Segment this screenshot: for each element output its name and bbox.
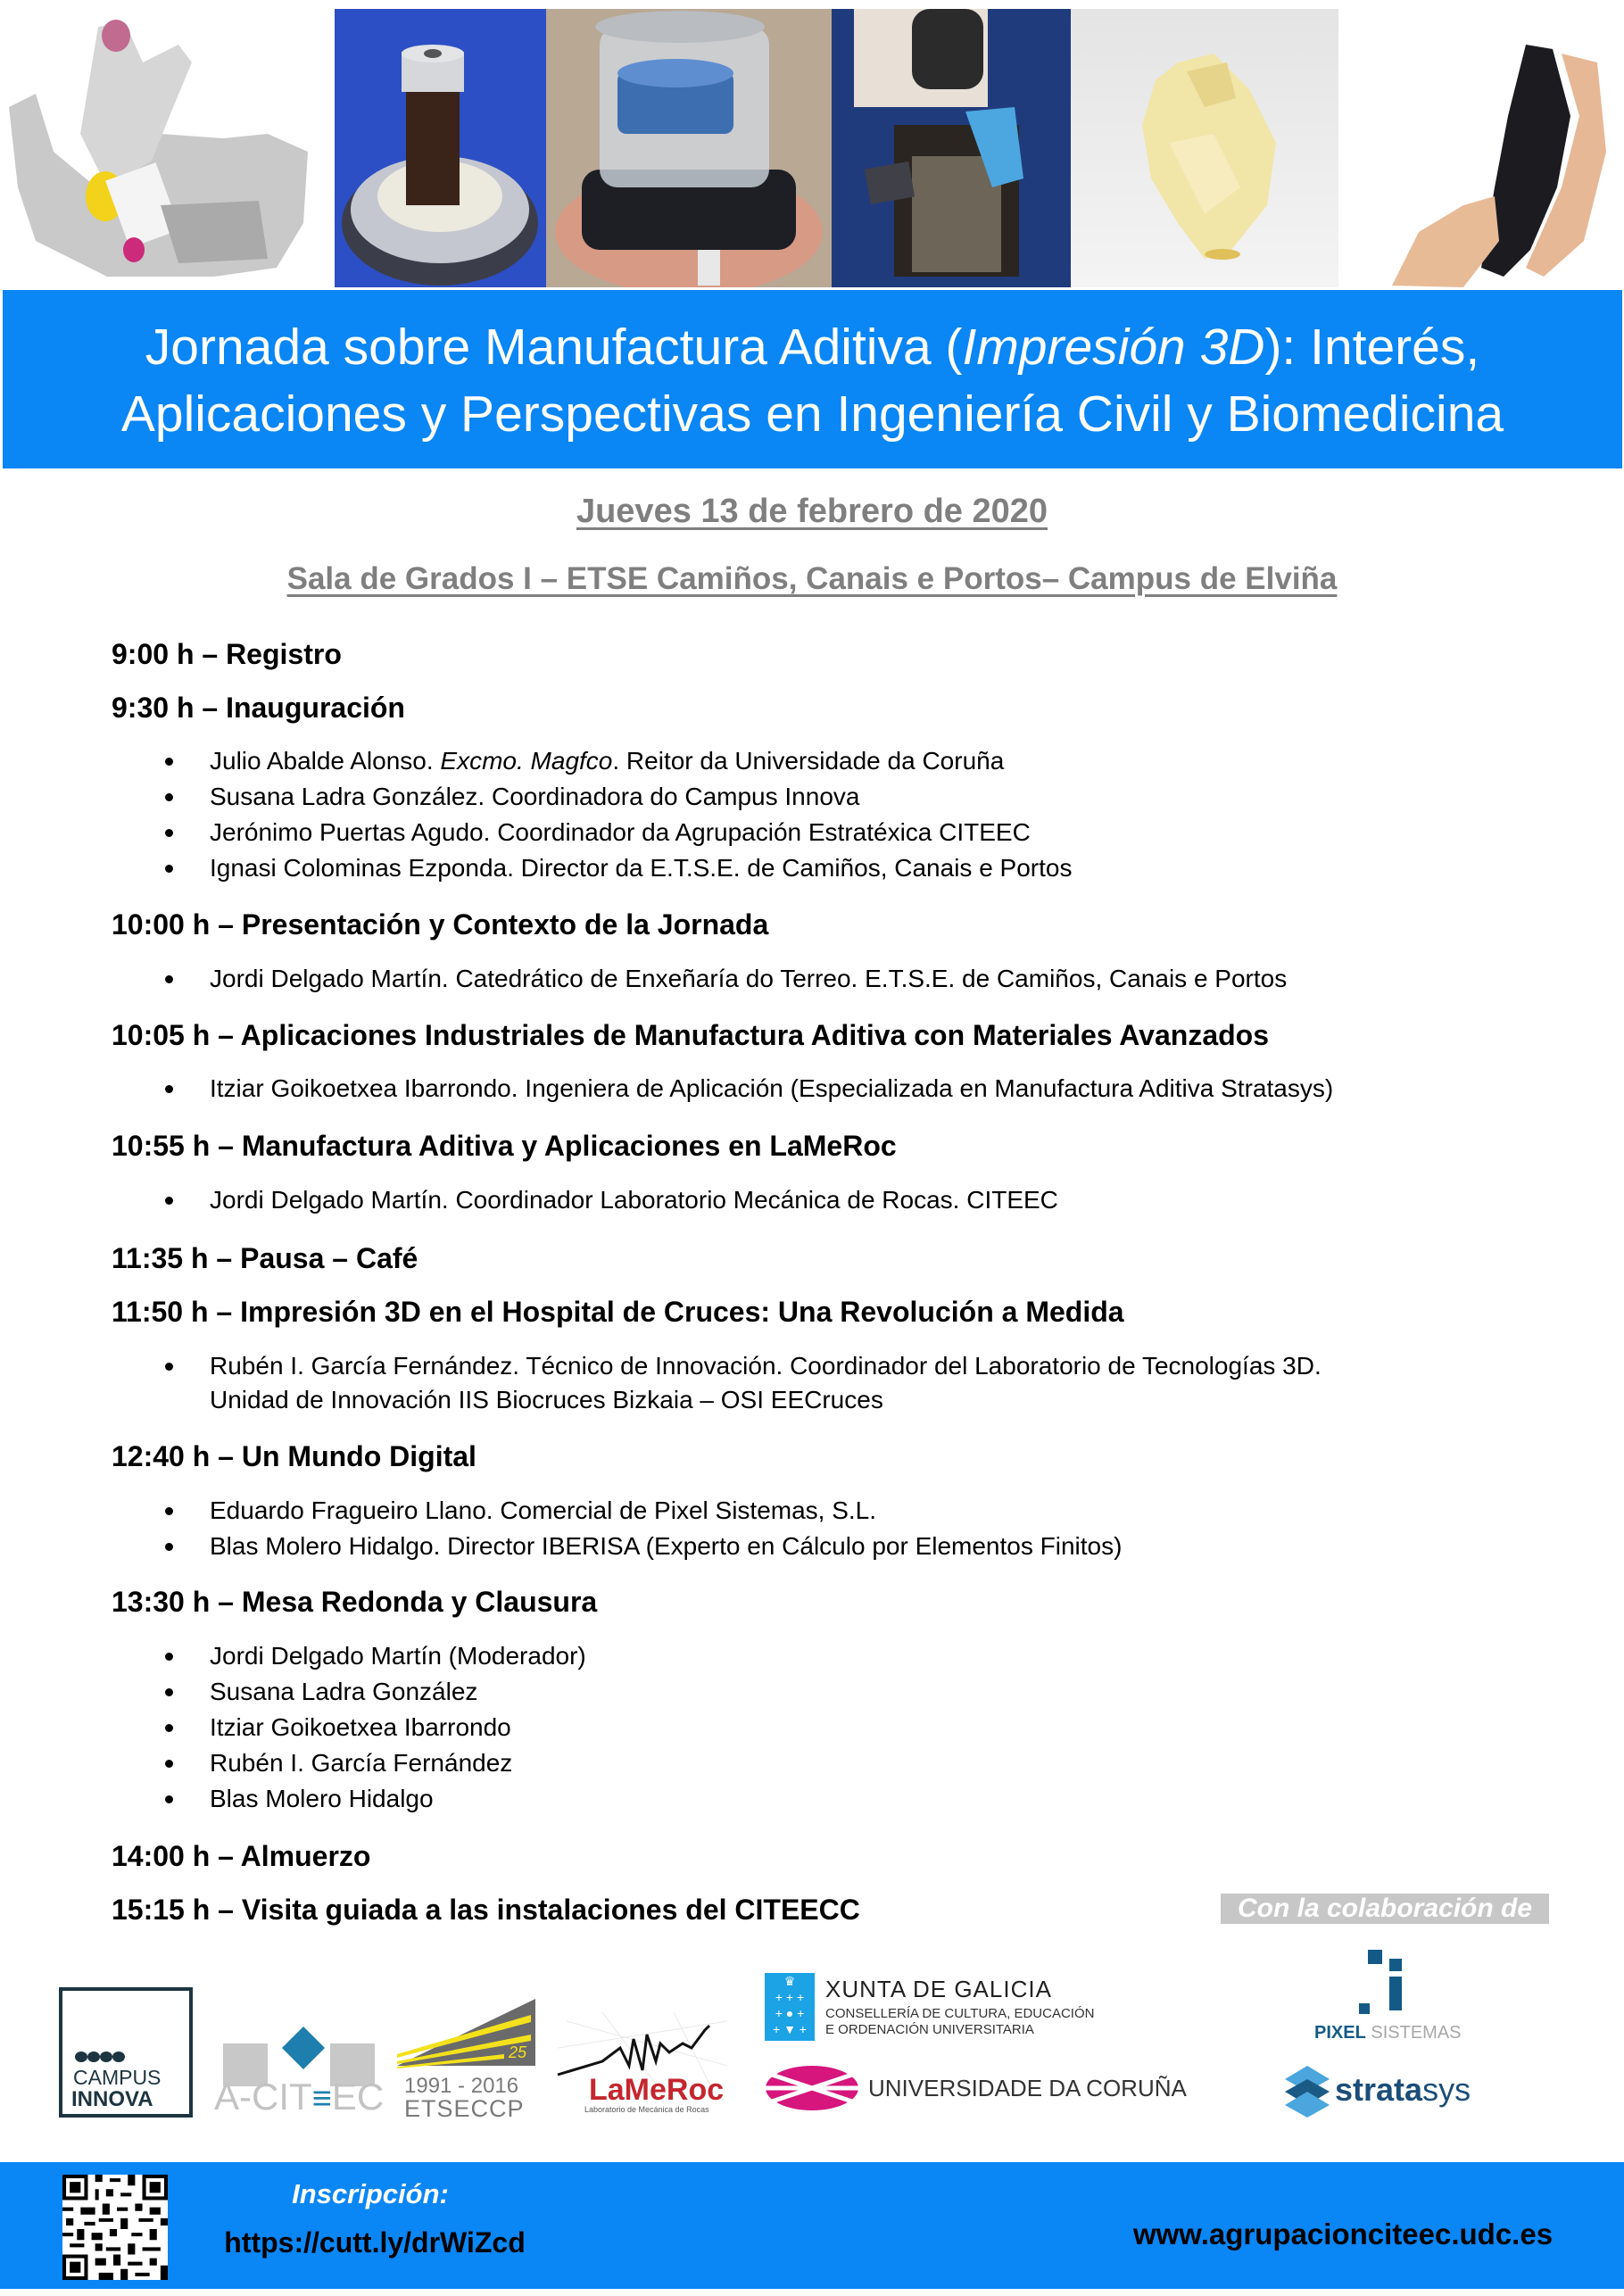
title-text: ): Interés, (1264, 319, 1480, 376)
lameroc-name: LaMeRoc (589, 2073, 725, 2107)
program-heading: 15:15 h – Visita guiada a las instalaciones del CITEECC (112, 1894, 860, 1926)
speaker-item: Blas Molero Hidalgo. Director IBERISA (Experto en Cálculo por Elementos Finitos) (210, 1529, 1122, 1564)
stratasys-logo (1285, 2066, 1481, 2119)
speaker-role: . Reitor da Universidade da Coruña (612, 747, 1005, 775)
xunta-dept-line1: CONSELLERÍA DE CULTURA, EDUCACIÓN (825, 2006, 1095, 2021)
program-heading: 13:30 h – Mesa Redonda y Clausura (112, 1586, 598, 1618)
speaker-item: Blas Molero Hidalgo (210, 1781, 434, 1817)
jaw-model-photo (0, 9, 335, 287)
etseccp-anniversary: 25 (509, 2043, 527, 2061)
stratasys-name (1335, 2071, 1471, 2109)
event-location: Sala de Grados I – ETSE Camiños, Canais e Portos– Campus de Elviña (286, 561, 1338, 596)
lameroc-subtitle: Laboratorio de Mecánica de Rocas (584, 2105, 709, 2114)
flexible-part-photo (1338, 9, 1624, 287)
lameroc-logo (549, 2012, 741, 2119)
qr-code-icon (62, 2175, 168, 2280)
speaker-item: Itziar Goikoetxea Ibarrondo (210, 1710, 511, 1745)
citeec-text-right: EC (331, 2076, 385, 2118)
program-heading: 11:35 h – Pausa – Café (112, 1242, 418, 1274)
diamond-icon (282, 2027, 325, 2069)
pixel-name-bold: PIXEL (1314, 2023, 1366, 2043)
speaker-item: Susana Ladra González. Coordinadora do Campus Innova (210, 779, 859, 815)
website-link[interactable]: www.agrupacionciteec.udc.es (1132, 2217, 1554, 2250)
stratasys-emblem-icon (1285, 2066, 1330, 2118)
triaxial-cell-photo (335, 9, 546, 287)
dots-icon (75, 2051, 125, 2062)
xunta-shield-icon: ♛ + + + + ● + + ▼ + (765, 1973, 815, 2041)
speaker-item: Jordi Delgado Martín (Moderador) (210, 1638, 586, 1674)
speaker-item: Jordi Delgado Martín. Coordinador Laboratorio Mecánica de Rocas. CITEEC (210, 1182, 1058, 1218)
program-heading: 10:05 h – Aplicaciones Industriales de Manufactura Aditiva con Materiales Avanzados (112, 1019, 1269, 1051)
program-heading: 12:40 h – Un Mundo Digital (112, 1440, 476, 1472)
udc-emblem-icon (763, 2064, 861, 2113)
udc-logo (763, 2064, 1187, 2113)
xunta-name: XUNTA DE GALICIA (825, 1976, 1052, 2002)
program-heading: 10:55 h – Manufactura Aditiva y Aplicaciones en LaMeRoc (112, 1130, 897, 1162)
program-heading: 14:00 h – Almuerzo (112, 1840, 371, 1872)
program-heading: 11:50 h – Impresión 3D en el Hospital de Cruces: Una Revolución a Medida (112, 1296, 1124, 1328)
pixel-sistemas-logo (1307, 1950, 1468, 2046)
udc-name: UNIVERSIDADE DA CORUÑA (868, 2075, 1187, 2101)
program-heading: 9:00 h – Registro (112, 638, 342, 670)
campus-innova-line1: CAMPUS (73, 2066, 162, 2089)
title-line-2: Aplicaciones y Perspectivas en Ingeniería Civil y Biomedicina (120, 385, 1504, 443)
speaker-item: Jerónimo Puertas Agudo. Coordinador da Agrupación Estratéxica CITEEC (210, 815, 1031, 850)
pixel-name-light: SISTEMAS (1371, 2023, 1462, 2043)
registration-url-link[interactable]: https://cutt.ly/drWiZcd (224, 2226, 526, 2259)
citeec-text-left: A-CIT (214, 2076, 312, 2118)
speaker-item (210, 743, 1004, 779)
footer-bar (0, 2162, 1624, 2289)
speaker-item: Rubén I. García Fernández (210, 1745, 512, 1781)
etseccp-name: ETSECCP (404, 2095, 525, 2122)
speaker-name: Julio Abalde Alonso. (210, 747, 441, 775)
sample-tube-photo (546, 9, 832, 287)
citeec-text: A-CIT≡EC (214, 2076, 385, 2118)
speaker-item: Susana Ladra González (210, 1674, 477, 1710)
title-banner (3, 290, 1622, 468)
speaker-honorific: Excmo. Magfco (440, 747, 613, 775)
pixel-sistemas-name (1314, 2023, 1462, 2043)
title-italic-text: Impresión 3D (962, 319, 1265, 376)
speaker-item-continuation: Unidad de Innovación IIS Biocruces Bizkaia – OSI EECruces (210, 1386, 883, 1413)
speaker-item: Jordi Delgado Martín. Catedrático de Enxeñaría do Terreo. E.T.S.E. de Camiños, Canais e Portos (210, 961, 1287, 997)
stratasys-name-bold: strata (1335, 2071, 1423, 2108)
xunta-dept-line2: E ORDENACIÓN UNIVERSITARIA (825, 2022, 1034, 2037)
title-text: Jornada sobre Manufactura Aditiva ( (145, 319, 963, 376)
title-line-1 (3, 316, 1622, 378)
speaker-item: Itziar Goikoetxea Ibarrondo. Ingeniera de Aplicación (Especializada en Manufactura Aditiva Stratasys) (210, 1071, 1333, 1107)
speaker-item: Ignasi Colominas Ezponda. Director da E.T.S.E. de Camiños, Canais e Portos (210, 850, 1072, 886)
campus-innova-line2: INNOVA (71, 2087, 153, 2111)
speaker-item: Eduardo Fragueiro Llano. Comercial de Pixel Sistemas, S.L. (210, 1493, 876, 1529)
program-heading: 10:00 h – Presentación y Contexto de la Jornada (112, 908, 769, 941)
speaker-item: Rubén I. García Fernández. Técnico de Innovación. Coordinador del Laboratorio de Tecnologías 3D. (210, 1348, 1322, 1384)
campus-innova-logo (59, 1987, 193, 2118)
collaboration-label: Con la colaboración de (1221, 1894, 1549, 1924)
etseccp-years: 1991 - 2016 (404, 2074, 519, 2098)
registration-label: Inscripción: (292, 2178, 449, 2209)
citeec-logo (214, 2026, 384, 2124)
printer-nozzle-photo (832, 9, 1071, 287)
heart-model-photo (1071, 9, 1338, 287)
etseccp-logo (397, 1999, 535, 2126)
program-heading: 9:30 h – Inauguración (112, 692, 405, 724)
event-date: Jueves 13 de febrero de 2020 (576, 493, 1048, 530)
stratasys-name-light: sys (1422, 2071, 1471, 2108)
xunta-logo (763, 1972, 1147, 2043)
qr-code[interactable] (62, 2175, 168, 2280)
